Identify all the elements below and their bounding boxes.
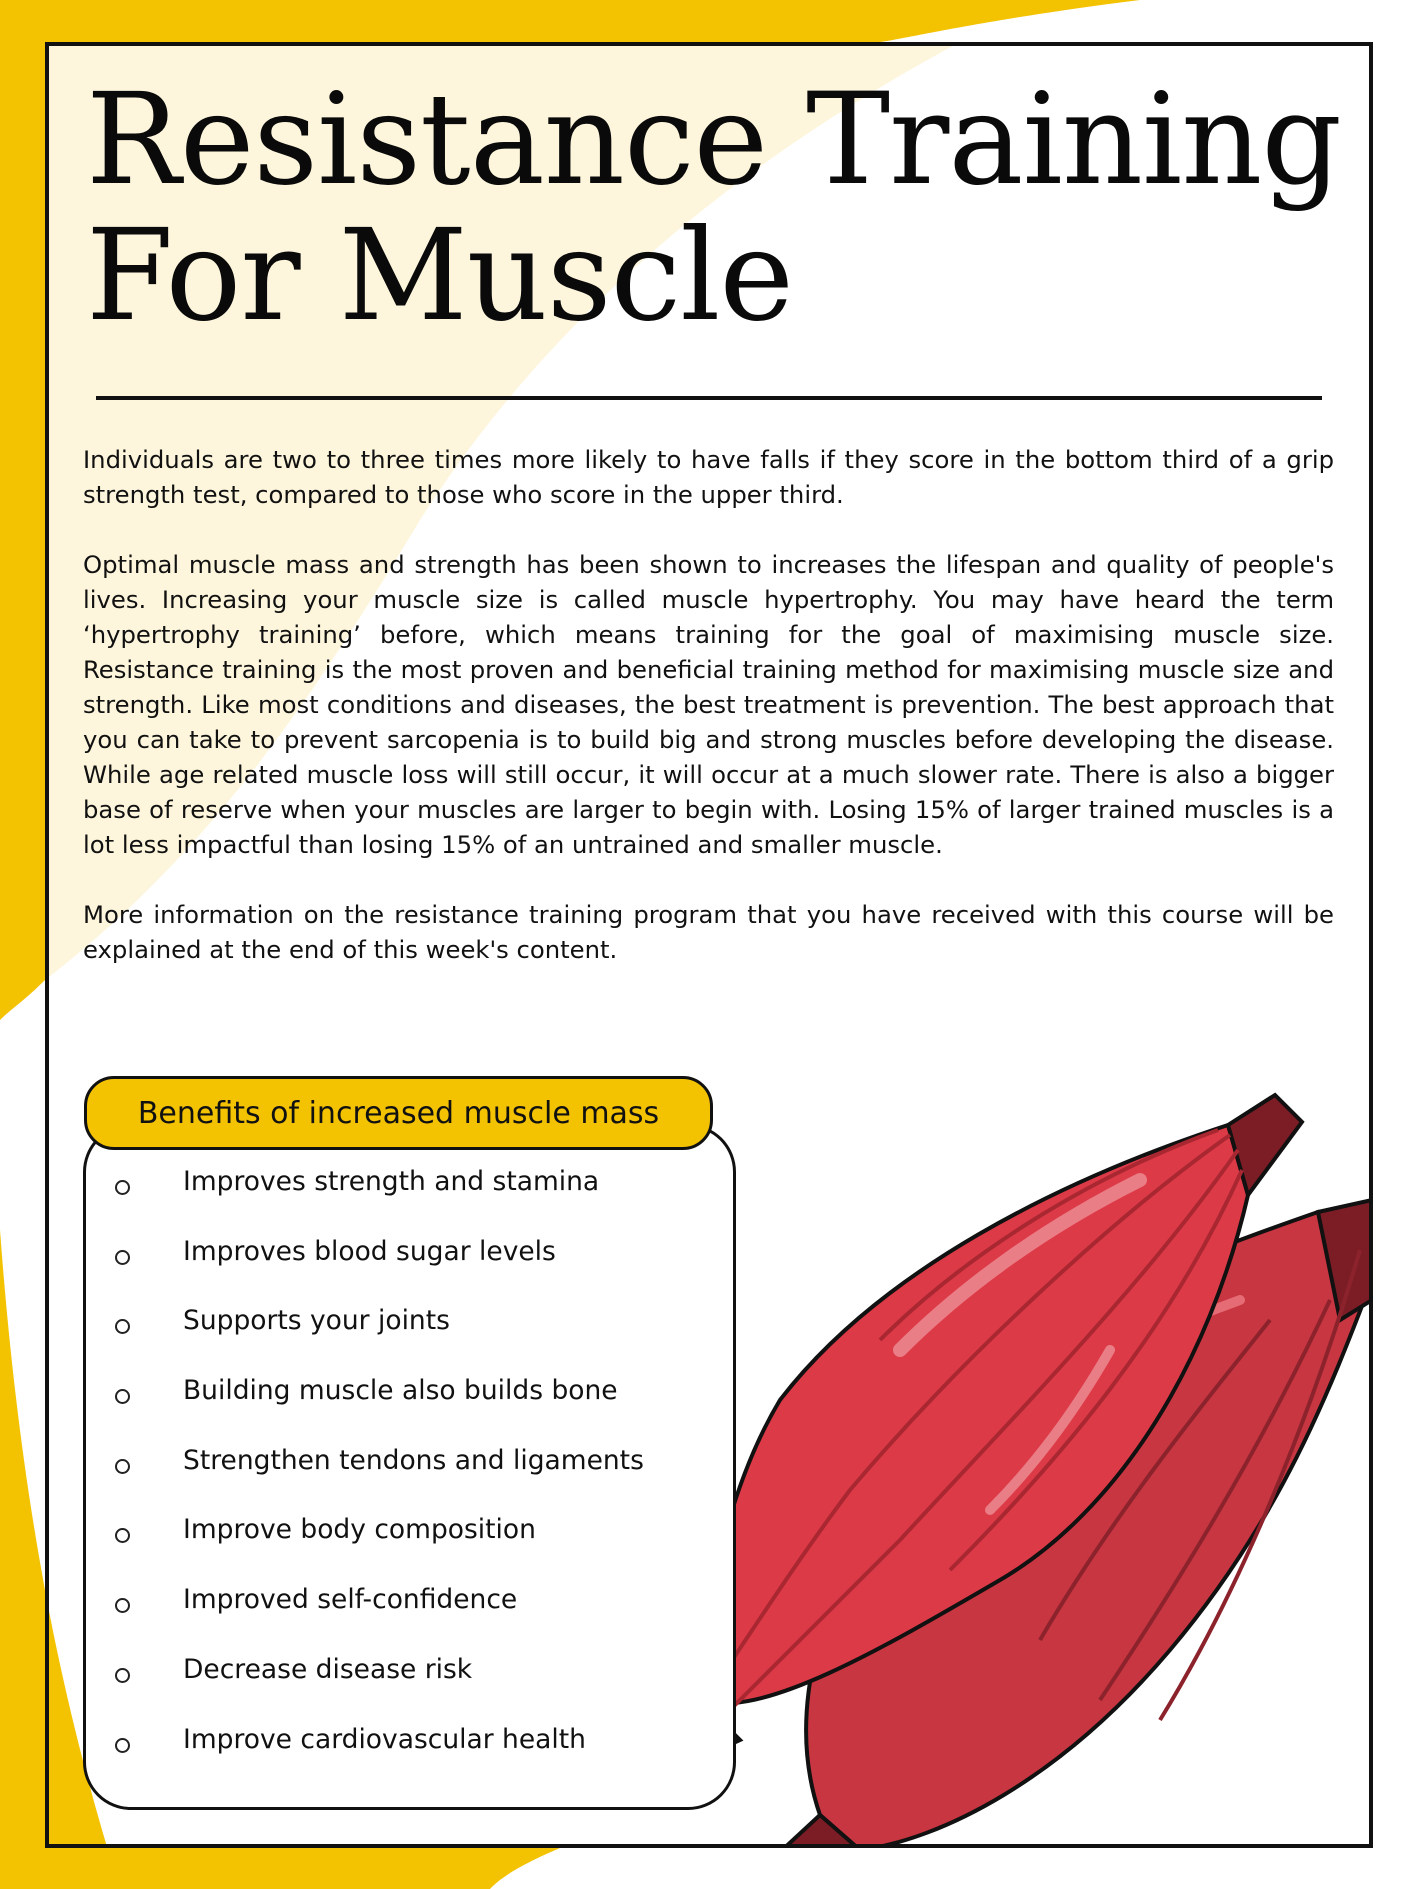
list-item-label: Strengthen tendons and ligaments — [183, 1444, 644, 1476]
list-item — [110, 1724, 720, 1794]
paragraph-more-info: More information on the resistance training program that you have received with this course will be explained at the end of this week's content. — [83, 900, 1334, 964]
list-item — [110, 1305, 720, 1375]
list-item-label: Improve body composition — [183, 1514, 536, 1546]
title-line-2: For Muscle — [86, 202, 793, 349]
title-line-1: Resistance Training — [86, 66, 1342, 213]
paragraph-hypertrophy: Optimal muscle mass and strength has been shown to increases the lifespan and quality of people's lives. Increasing your muscle size is called muscle hypertrophy. You may have heard the term ‘hypertrophy training’ before, which means training for the goal of maximising muscle size. Resistance training is the most proven and beneficial training method for maximising muscle size and strength. Like most conditions and diseases, the best treatment is prevention. The best approach that you can take to prevent sarcopenia is to build big and strong muscles before developing the disease. While age related muscle loss will still occur, it will occur at a much slower rate. There is also a bigger base of reserve when your muscles are larger to begin with. Losing 15% of larger trained muscles is a lot less impactful than losing 15% of an untrained and smaller muscle. — [83, 550, 1334, 859]
bullet-icon — [115, 1668, 130, 1683]
list-item — [110, 1584, 720, 1654]
list-item — [110, 1654, 720, 1724]
list-item — [110, 1236, 720, 1306]
bullet-icon — [115, 1250, 130, 1265]
list-item-label: Improves blood sugar levels — [183, 1235, 556, 1267]
bullet-icon — [115, 1180, 130, 1195]
bullet-icon — [115, 1459, 130, 1474]
paragraph-grip-strength: Individuals are two to three times more likely to have falls if they score in the bottom third of a grip strength test, compared to those who score in the upper third. — [83, 445, 1334, 509]
list-item — [110, 1166, 720, 1236]
list-item-label: Supports your joints — [183, 1305, 450, 1337]
bullet-icon — [115, 1738, 130, 1753]
list-item-label: Improve cardiovascular health — [183, 1723, 586, 1755]
list-item-label: Improved self-confidence — [183, 1584, 518, 1616]
bullet-icon — [115, 1528, 130, 1543]
list-item-label: Improves strength and stamina — [183, 1166, 600, 1197]
benefits-list — [110, 1166, 720, 1793]
bullet-icon — [115, 1319, 130, 1334]
list-item-label: Decrease disease risk — [183, 1653, 473, 1685]
bullet-icon — [115, 1389, 130, 1404]
list-item — [110, 1375, 720, 1445]
bullet-icon — [115, 1598, 130, 1613]
list-item-label: Building muscle also builds bone — [183, 1375, 618, 1407]
list-item — [110, 1514, 720, 1584]
list-item — [110, 1445, 720, 1515]
benefits-heading: Benefits of increased muscle mass — [84, 1076, 713, 1150]
